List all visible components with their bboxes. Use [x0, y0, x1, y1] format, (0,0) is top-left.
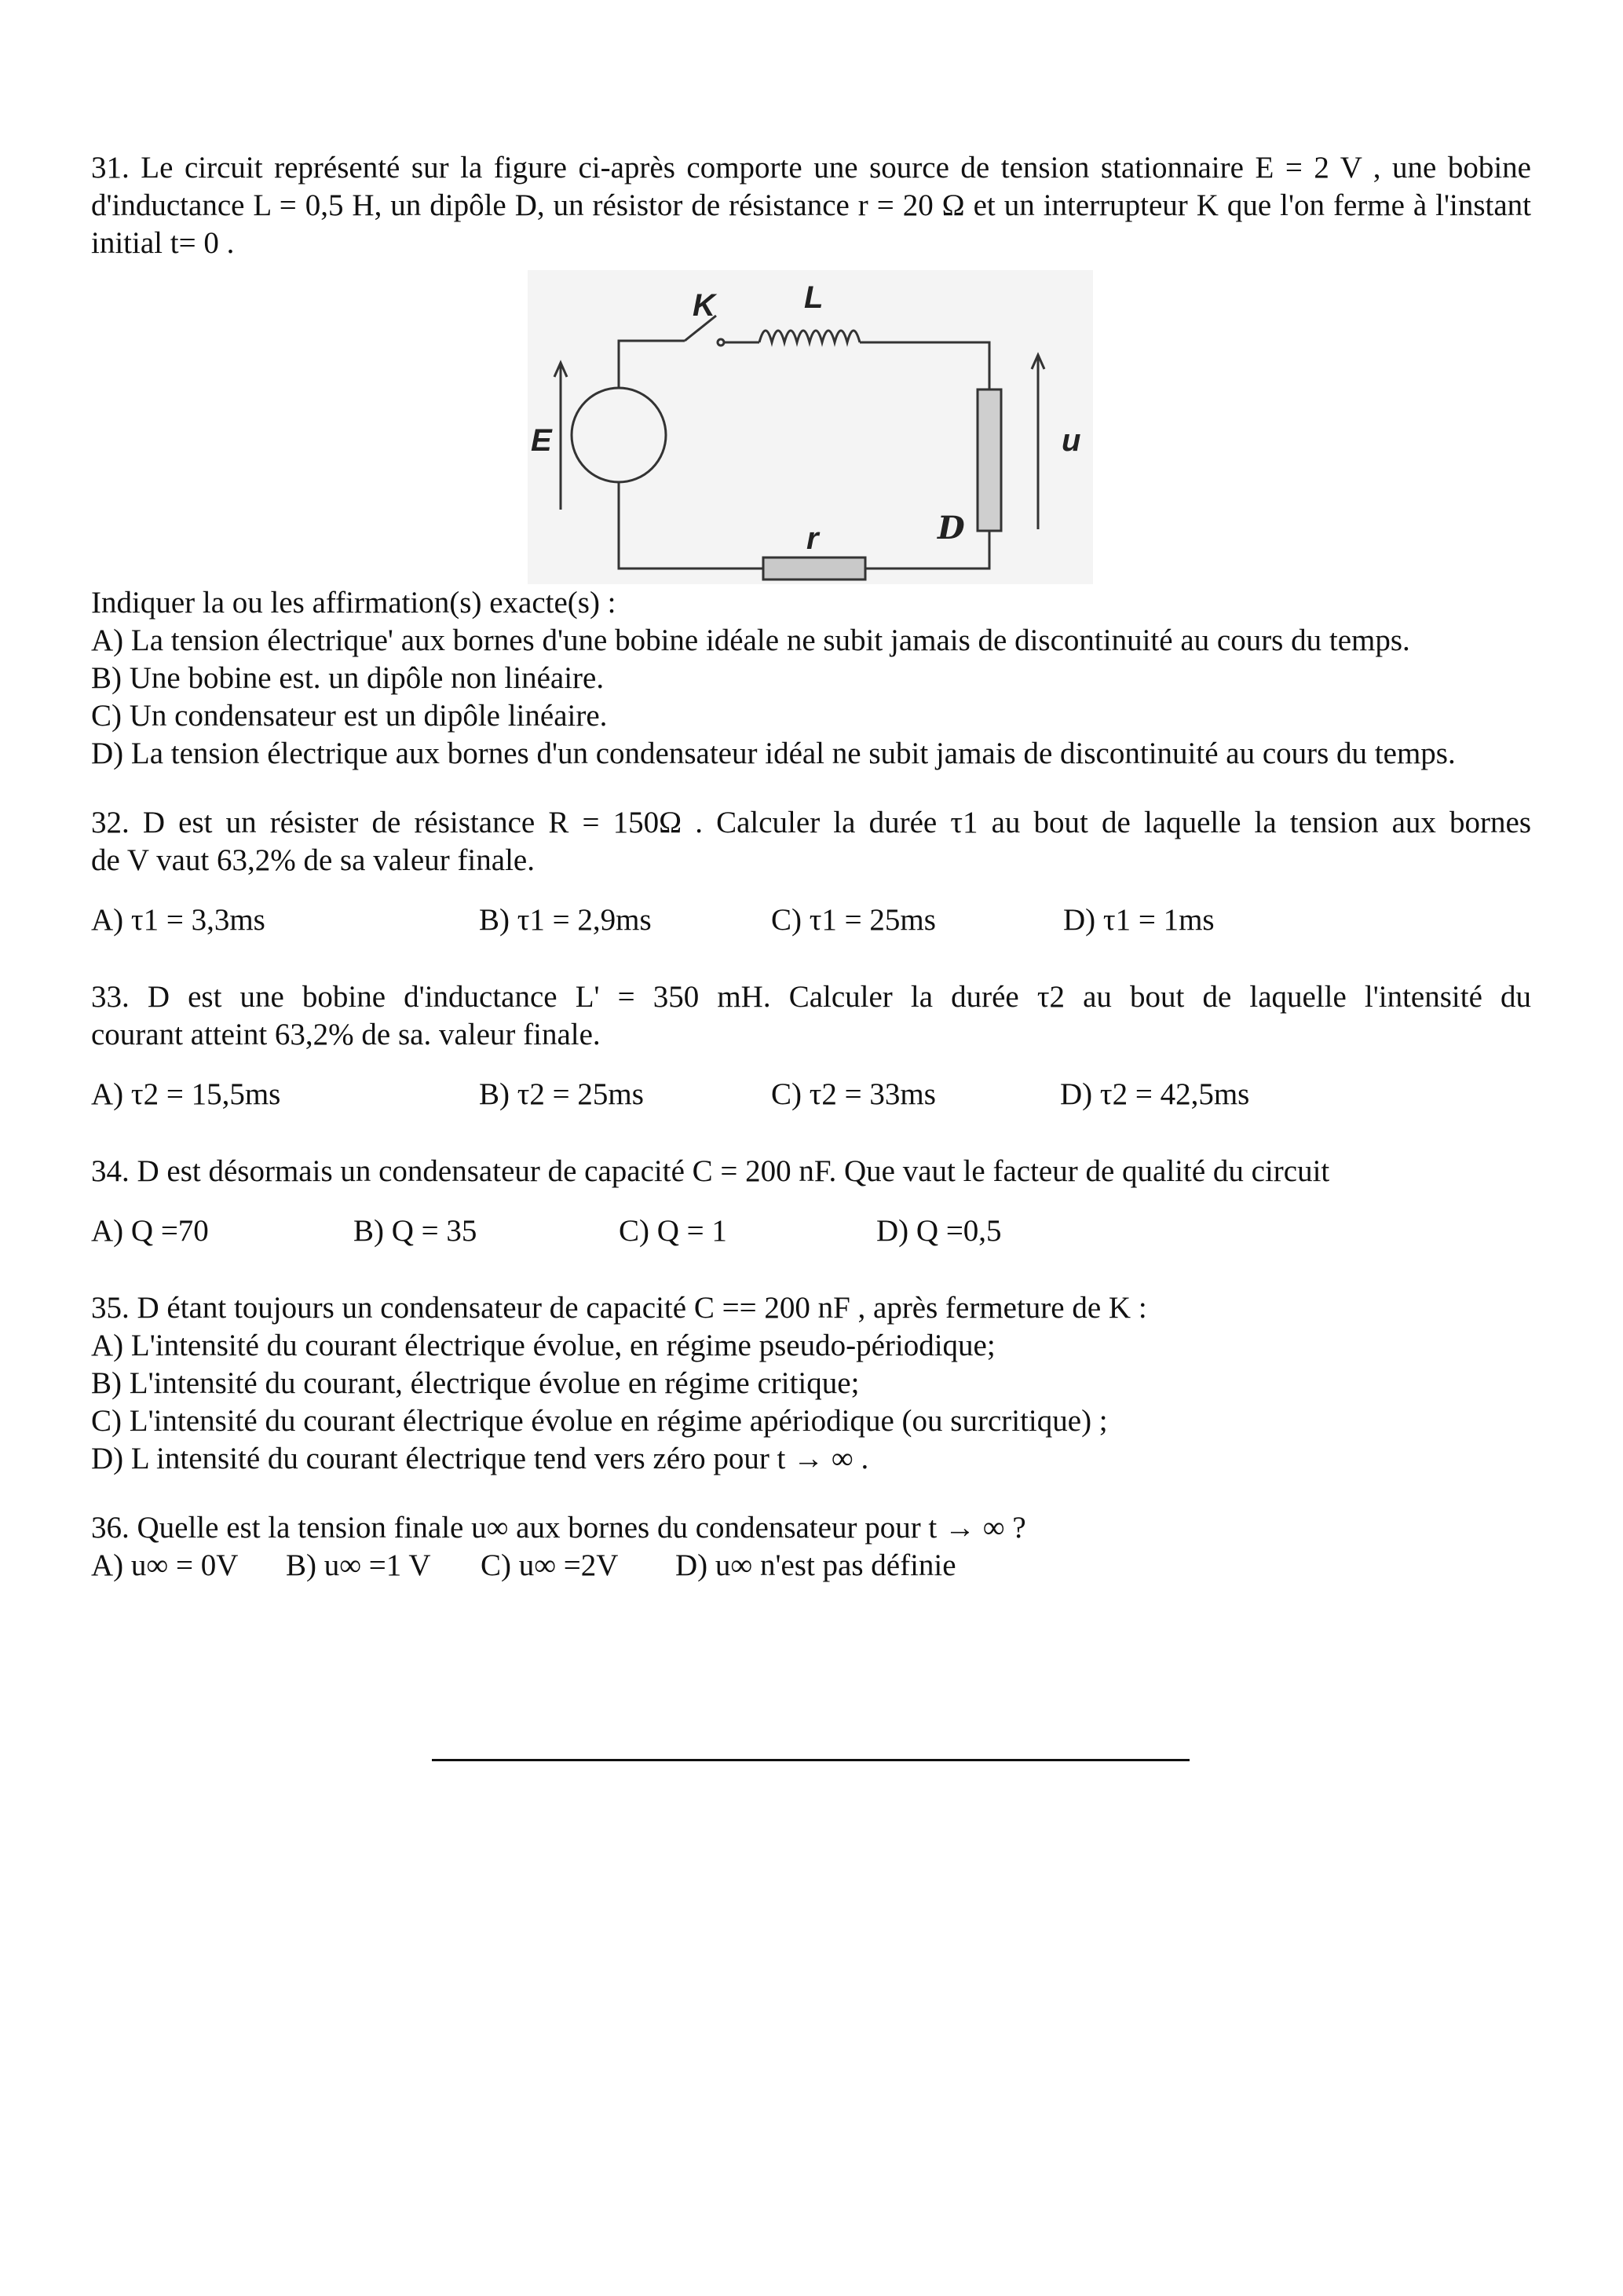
- q33-option-a: A) τ2 = 15,5ms: [91, 1077, 281, 1111]
- q31-option-d: D) La tension électrique aux bornes d'un condensateur idéal ne subit jamais de discontinuité au cours du temps.: [91, 737, 1456, 770]
- q36-statement: 36. Quelle est la tension finale u∞ aux bornes du condensateur pour t → ∞ ?: [91, 1511, 1026, 1545]
- circuit-diagram: [528, 270, 1093, 584]
- q34-option-b: B) Q = 35: [353, 1214, 477, 1248]
- end-divider: [432, 1759, 1190, 1761]
- q34-option-a: A) Q =70: [91, 1214, 209, 1248]
- q35-statement: 35. D étant toujours un condensateur de capacité C == 200 nF , après fermeture de K :: [91, 1291, 1147, 1325]
- circuit-figure: [528, 270, 1093, 584]
- label-u: u: [1062, 423, 1081, 458]
- q35-option-a: A) L'intensité du courant électrique évolue, en régime pseudo-périodique;: [91, 1329, 996, 1362]
- q31-statement: 31. Le circuit représenté sur la figure ci-après comporte une source de tension stationnaire E = 2 V , une bobine d'inductance L = 0,5 H, un dipôle D, un résistor de résistance r = 20 Ω et un interrupteur K que l'on ferme à l'instant initial t= 0 .: [91, 151, 1531, 260]
- q32-option-b: B) τ1 = 2,9ms: [479, 903, 652, 937]
- q32-options: [91, 901, 1531, 947]
- q36-option-d: D) u∞ n'est pas définie: [675, 1548, 956, 1582]
- q35-option-d: D) L intensité du courant électrique tend vers zéro pour t → ∞ .: [91, 1442, 869, 1475]
- q33-option-d: D) τ2 = 42,5ms: [1060, 1077, 1250, 1111]
- q32-statement-line2: de V vaut 63,2% de sa valeur finale.: [91, 843, 535, 877]
- q31-option-b: B) Une bobine est. un dipôle non linéaire.: [91, 661, 605, 695]
- q32-option-d: D) τ1 = 1ms: [1063, 903, 1215, 937]
- q32-statement-line1: 32. D est un résister de résistance R = 150Ω . Calculer la durée τ1 au bout de laquelle la tension aux bornes: [91, 806, 1531, 839]
- q33-statement-line2: courant atteint 63,2% de sa. valeur finale.: [91, 1018, 601, 1051]
- q34-options: [91, 1212, 1531, 1258]
- q35-option-b: B) L'intensité du courant, électrique évolue en régime critique;: [91, 1366, 860, 1400]
- q33-option-c: C) τ2 = 33ms: [771, 1077, 936, 1111]
- q36-options: [91, 1547, 1531, 1592]
- q31-option-c: C) Un condensateur est un dipôle linéaire.: [91, 699, 608, 733]
- exam-page: [91, 149, 1531, 1592]
- q35-option-c: C) L'intensité du courant électrique évolue en régime apériodique (ou surcritique) ;: [91, 1404, 1108, 1438]
- q34-option-c: C) Q = 1: [619, 1214, 727, 1248]
- label-d: D: [938, 510, 965, 547]
- q32-option-a: A) τ1 = 3,3ms: [91, 903, 265, 937]
- q31-option-a: A) La tension électrique' aux bornes d'une bobine idéale ne subit jamais de discontinuité au cours du temps.: [91, 623, 1410, 657]
- label-r: r: [806, 521, 819, 556]
- q31-prompt: Indiquer la ou les affirmation(s) exacte(s) :: [91, 586, 616, 620]
- label-l: L: [804, 280, 824, 315]
- label-e: E: [531, 423, 552, 458]
- q36-option-a: A) u∞ = 0V: [91, 1548, 239, 1582]
- q36-option-b: B) u∞ =1 V: [286, 1548, 431, 1582]
- label-k: K: [693, 288, 715, 323]
- q33-statement-line1: 33. D est une bobine d'inductance L' = 350 mH. Calculer la durée τ2 au bout de laquelle l'intensité du: [91, 980, 1531, 1014]
- q33-options: [91, 1076, 1531, 1121]
- q32-option-c: C) τ1 = 25ms: [771, 903, 936, 937]
- q34-option-d: D) Q =0,5: [876, 1214, 1002, 1248]
- q34-statement: 34. D est désormais un condensateur de capacité C = 200 nF. Que vaut le facteur de qualité du circuit: [91, 1154, 1330, 1188]
- q36-option-c: C) u∞ =2V: [481, 1548, 619, 1582]
- q33-option-b: B) τ2 = 25ms: [479, 1077, 644, 1111]
